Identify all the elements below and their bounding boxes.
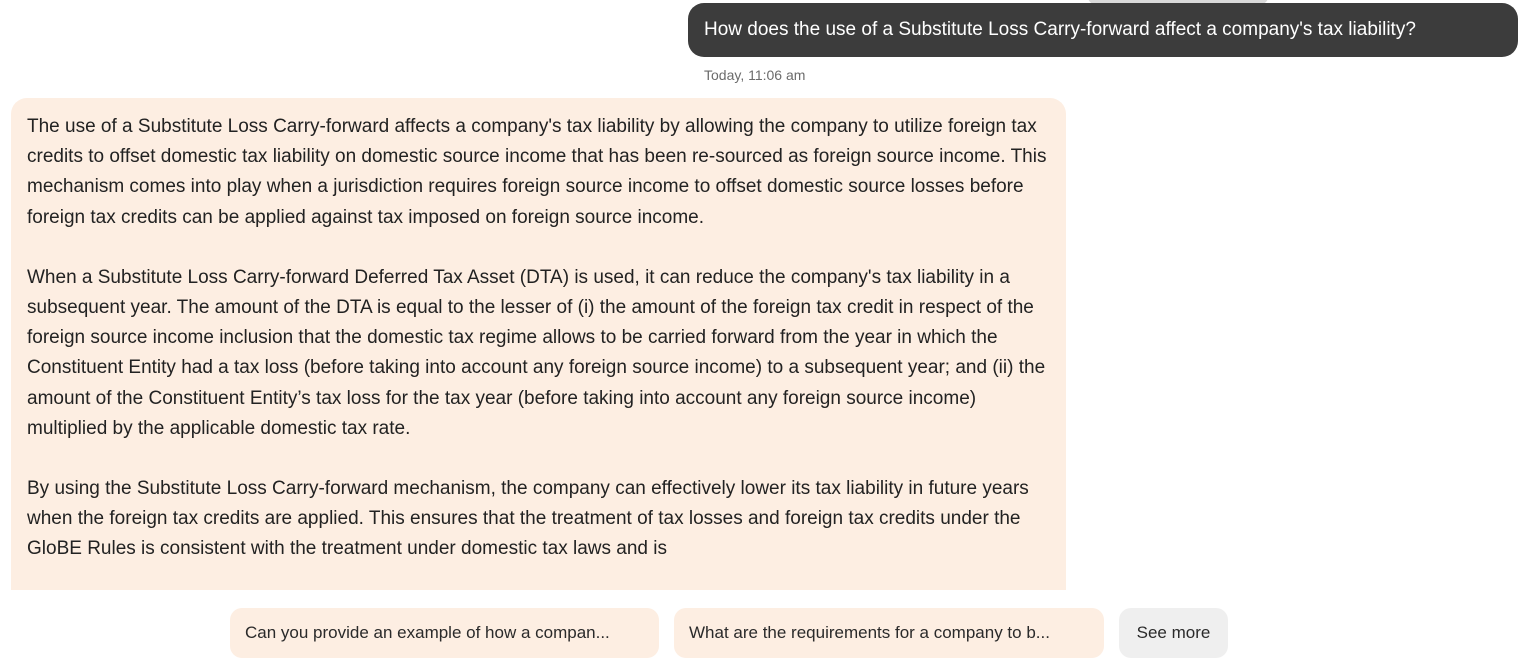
suggestion-chip-1-label: Can you provide an example of how a compan... — [245, 623, 610, 642]
see-more-label: See more — [1136, 623, 1211, 642]
assistant-paragraph-2: When a Substitute Loss Carry-forward Deferred Tax Asset (DTA) is used, it can reduce the company's tax liability in a subsequent year. The amount of the DTA is equal to the lesser of (i) the amount of the foreign tax credit in respect of the foreign source income inclusion that the domestic tax regime allows to be carried forward from the year in which the Constituent Entity had a tax loss (before taking into account any foreign source income) to a subsequent year; and (ii) the amount of the Constituent Entity’s tax loss for the tax year (before taking into account any foreign source income) multiplied by the applicable domestic tax rate. — [27, 266, 1046, 439]
assistant-message-bubble — [11, 98, 1066, 598]
user-message-bubble — [688, 3, 1518, 57]
assistant-paragraph-1: The use of a Substitute Loss Carry-forward affects a company's tax liability by allowing the company to utilize foreign tax credits to offset domestic tax liability on domestic source income that has been re-sourced as foreign source income. This mechanism comes into play when a jurisdiction requires foreign source income to offset domestic source losses before foreign tax credits can be applied against tax imposed on foreign source income. — [27, 116, 1047, 228]
assistant-paragraph-3: By using the Substitute Loss Carry-forward mechanism, the company can effectively lower its tax liability in future years when the foreign tax credits are applied. This ensures that the treatment of tax losses and foreign tax credits under the GloBE Rules is consistent with the treatment under domestic tax laws and is — [27, 478, 1029, 560]
see-more-button[interactable] — [1119, 608, 1228, 658]
suggestion-chip-2-label: What are the requirements for a company to b... — [689, 623, 1050, 642]
message-timestamp: Today, 11:06 am — [704, 67, 806, 83]
suggestion-chip-1[interactable] — [230, 608, 659, 658]
suggestion-chip-2[interactable] — [674, 608, 1104, 658]
user-message-text: How does the use of a Substitute Loss Carry-forward affect a company's tax liability? — [704, 19, 1416, 40]
